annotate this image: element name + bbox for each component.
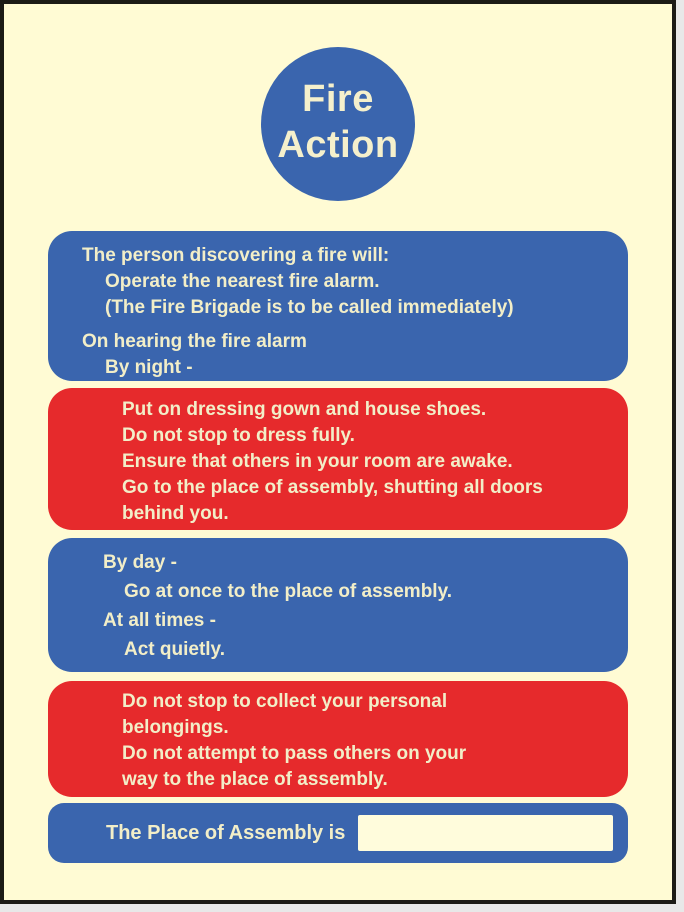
night-instruction: behind you. bbox=[122, 503, 229, 524]
fire-action-badge bbox=[261, 47, 415, 201]
panel-warnings bbox=[48, 681, 628, 797]
night-instruction: Put on dressing gown and house shoes. bbox=[122, 399, 487, 420]
discovery-heading: The person discovering a fire will: bbox=[82, 245, 390, 266]
panel-assembly-place bbox=[48, 803, 628, 863]
by-night-heading: By night - bbox=[105, 357, 193, 378]
badge-title-line1: Fire bbox=[302, 78, 374, 120]
day-instruction: Go at once to the place of assembly. bbox=[124, 581, 453, 602]
panel-day-instructions bbox=[48, 538, 628, 672]
discovery-instruction: (The Fire Brigade is to be called immediately) bbox=[105, 297, 514, 318]
panel-fire-discovery bbox=[48, 231, 628, 381]
warning-instruction: way to the place of assembly. bbox=[122, 769, 388, 790]
assembly-place-input[interactable] bbox=[358, 815, 613, 851]
badge-title-line2: Action bbox=[277, 124, 399, 166]
night-instruction: Go to the place of assembly, shutting all doors bbox=[122, 477, 543, 498]
discovery-instruction: Operate the nearest fire alarm. bbox=[105, 271, 380, 292]
assembly-place-label: The Place of Assembly is bbox=[106, 821, 346, 844]
night-instruction: Ensure that others in your room are awake. bbox=[122, 451, 513, 472]
panel-night-instructions bbox=[48, 388, 628, 530]
at-all-times-heading: At all times - bbox=[103, 610, 216, 631]
warning-instruction: belongings. bbox=[122, 717, 229, 738]
warning-instruction: Do not attempt to pass others on your bbox=[122, 743, 467, 764]
night-instruction: Do not stop to dress fully. bbox=[122, 425, 355, 446]
by-day-heading: By day - bbox=[103, 552, 177, 573]
hearing-alarm-heading: On hearing the fire alarm bbox=[82, 331, 307, 352]
day-instruction: Act quietly. bbox=[124, 639, 225, 660]
warning-instruction: Do not stop to collect your personal bbox=[122, 691, 448, 712]
